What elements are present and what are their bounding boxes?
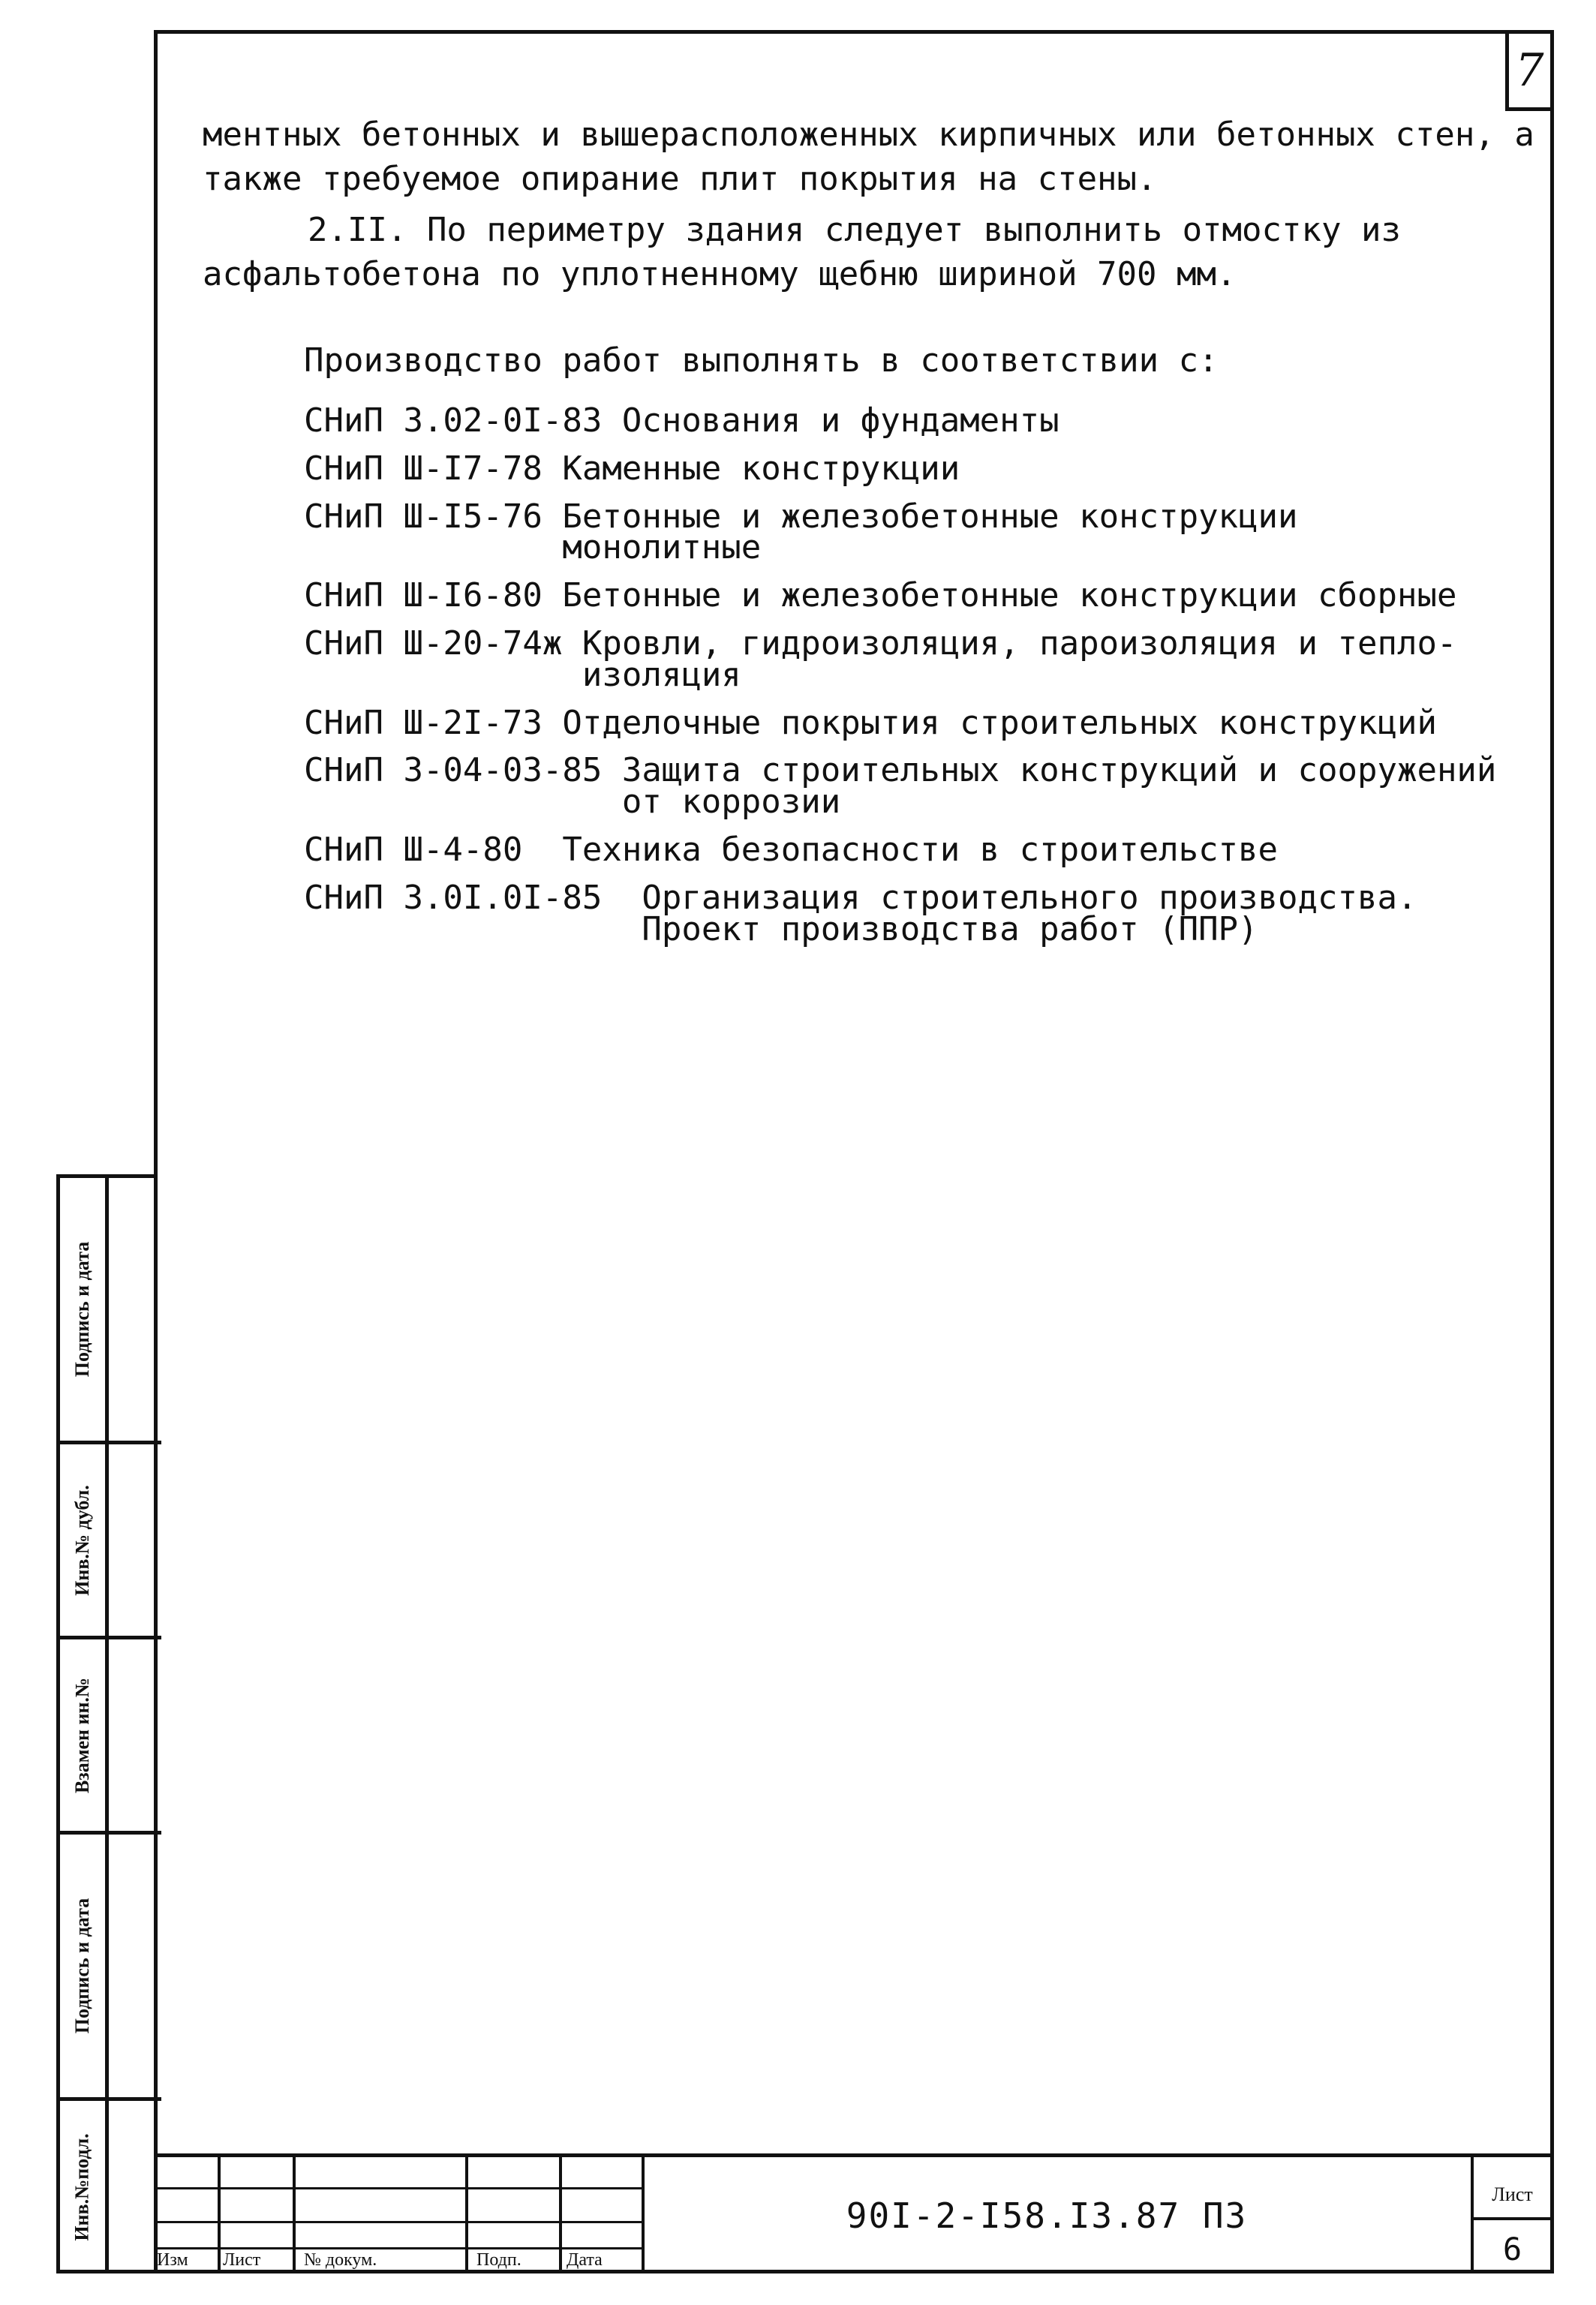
list-item bbox=[304, 878, 1549, 948]
divider bbox=[465, 2157, 468, 2273]
snip-title: Основания и фундаменты bbox=[621, 401, 1059, 440]
side-cell-dup-inventory bbox=[60, 1444, 105, 1636]
divider bbox=[218, 2157, 221, 2273]
divider bbox=[1471, 2217, 1554, 2220]
side-cell-signature-date-2 bbox=[60, 1835, 105, 2097]
divider bbox=[293, 2157, 296, 2273]
list-item bbox=[304, 401, 1549, 440]
snip-title: Кровли, гидроизоляция, пароизоляция и тепло- изоляция bbox=[582, 624, 1457, 694]
side-label: Инв.№ дубл. bbox=[71, 1484, 93, 1596]
snip-code: СНиП 3.02-0I-83 bbox=[304, 401, 622, 440]
column-label-signature: Подп. bbox=[476, 2250, 521, 2270]
side-label: Инв.№подл. bbox=[71, 2133, 93, 2241]
list-item bbox=[304, 497, 1549, 567]
list-item bbox=[304, 449, 1549, 488]
title-block bbox=[154, 2153, 1554, 2273]
snip-code: СНиП 3.0I.0I-85 bbox=[304, 878, 642, 917]
column-label-doc-number: № докум. bbox=[304, 2250, 377, 2270]
divider bbox=[154, 2247, 642, 2249]
snip-title: Бетонные и железобетонные конструкции сборные bbox=[562, 576, 1457, 615]
column-label-sheet: Лист bbox=[223, 2250, 261, 2270]
side-label: Подпись и дата bbox=[71, 1898, 93, 2034]
snip-title: Техника безопасности в строительстве bbox=[562, 830, 1279, 869]
list-item bbox=[304, 624, 1549, 694]
side-stamp-strip bbox=[56, 1174, 158, 2273]
snip-title: Защита строительных конструкций и сооружений от коррозии bbox=[621, 751, 1497, 822]
production-intro: Производство работ выполнять в соответствии с: bbox=[304, 341, 1219, 380]
column-label-date: Дата bbox=[567, 2250, 603, 2270]
document-code: 90I-2-I58.I3.87 ПЗ bbox=[846, 2195, 1248, 2236]
snip-code: СНиП 3-04-03-85 bbox=[304, 751, 622, 790]
snip-code: СНиП Ш-2I-73 bbox=[304, 703, 563, 742]
side-label: Подпись и дата bbox=[71, 1241, 93, 1378]
divider bbox=[154, 2221, 642, 2223]
sheet-label: Лист bbox=[1492, 2183, 1533, 2205]
list-item bbox=[304, 703, 1549, 742]
snip-title: Отделочные покрытия строительных конструкций bbox=[562, 703, 1437, 742]
snip-title: Бетонные и железобетонные конструкции монолитные bbox=[562, 497, 1298, 567]
side-label: Взамен ин.№ bbox=[71, 1677, 94, 1793]
divider bbox=[559, 2157, 562, 2273]
list-item bbox=[304, 830, 1549, 869]
snip-code: СНиП Ш-20-74ж bbox=[304, 624, 582, 663]
snip-code: СНиП Ш-4-80 bbox=[304, 830, 563, 869]
list-item bbox=[304, 576, 1549, 615]
side-cell-original-inventory bbox=[60, 2101, 105, 2273]
side-cell-signature-date-1 bbox=[60, 1178, 105, 1441]
divider bbox=[105, 1178, 109, 2270]
snip-title: Каменные конструкции bbox=[562, 449, 960, 488]
snip-list bbox=[304, 401, 1549, 961]
list-item bbox=[304, 751, 1549, 822]
divider bbox=[154, 2187, 642, 2189]
side-cell-replacement-inventory bbox=[60, 1639, 105, 1831]
snip-code: СНиП Ш-I7-78 bbox=[304, 449, 563, 488]
page-number: 6 bbox=[1502, 2231, 1522, 2267]
body-text bbox=[203, 113, 1546, 303]
snip-code: СНиП Ш-I6-80 bbox=[304, 576, 563, 615]
sheet-mark: 7 bbox=[1505, 30, 1554, 111]
snip-title: Организация строительного производства. Проект производства работ (ППР) bbox=[642, 878, 1417, 948]
snip-code: СНиП Ш-I5-76 bbox=[304, 497, 563, 536]
paragraph-continuation: ментных бетонных и вышерасположенных кирпичных или бетонных стен, а также требуемое опирание плит покрытия на стены. bbox=[203, 116, 1534, 199]
paragraph-2-11: 2.II. По периметру здания следует выполнить отмостку из асфальтобетона по уплотненному щебню шириной 700 мм. bbox=[203, 210, 1401, 294]
column-label-change: Изм bbox=[157, 2250, 188, 2270]
